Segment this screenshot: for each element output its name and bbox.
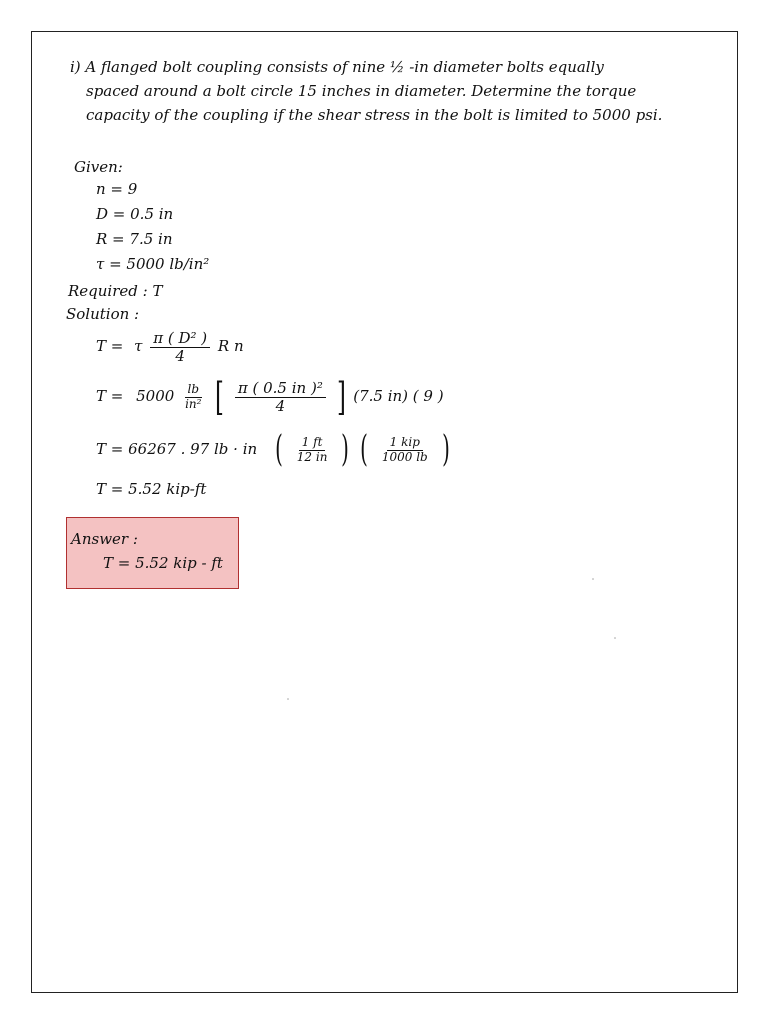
eq2-unit-num: lb bbox=[185, 383, 203, 397]
eq2-coef: 5000 bbox=[136, 387, 175, 405]
eq2-fraction bbox=[235, 380, 326, 414]
eq1-tail: R n bbox=[217, 337, 244, 355]
eq1-fraction bbox=[150, 330, 210, 364]
eq2-unit-fraction bbox=[182, 383, 204, 410]
left-paren-2: ( bbox=[360, 429, 368, 470]
given-item-r: R = 7.5 in bbox=[96, 230, 173, 248]
eq3-f1-den: 12 in bbox=[296, 449, 328, 464]
equation-3 bbox=[96, 429, 453, 470]
equation-1 bbox=[96, 330, 244, 364]
answer-value: T = 5.52 kip - ft bbox=[103, 554, 223, 572]
problem-line-3: capacity of the coupling if the shear stress in the bolt is limited to 5000 psi. bbox=[86, 106, 663, 124]
left-paren-1: ( bbox=[275, 429, 283, 470]
scan-speck bbox=[287, 698, 289, 700]
given-item-tau: τ = 5000 lb/in² bbox=[96, 255, 210, 273]
eq1-denominator: 4 bbox=[175, 346, 185, 365]
scan-speck bbox=[614, 637, 616, 639]
eq3-f2-den: 1000 lb bbox=[381, 449, 428, 464]
right-paren-1: ) bbox=[341, 429, 350, 470]
right-bracket: ] bbox=[336, 375, 346, 419]
eq3-f2-num: 1 kip bbox=[387, 436, 423, 450]
eq2-tail: (7.5 in) ( 9 ) bbox=[353, 387, 444, 405]
required-line: Required : T bbox=[68, 282, 163, 300]
problem-line-2: spaced around a bolt circle 15 inches in diameter. Determine the torque bbox=[86, 82, 637, 100]
answer-box bbox=[66, 517, 239, 589]
given-item-n: n = 9 bbox=[96, 180, 138, 198]
eq2-unit-den: in² bbox=[185, 396, 202, 411]
eq2-numerator: π ( 0.5 in )² bbox=[235, 380, 326, 398]
eq1-tau: τ bbox=[134, 337, 143, 355]
equation-4: T = 5.52 kip-ft bbox=[96, 480, 207, 498]
eq1-numerator: π ( D² ) bbox=[150, 330, 210, 348]
eq3-factor-2 bbox=[379, 436, 431, 463]
paper-sheet bbox=[31, 31, 738, 993]
right-paren-2: ) bbox=[441, 429, 450, 470]
given-item-d: D = 0.5 in bbox=[96, 205, 174, 223]
eq3-f1-num: 1 ft bbox=[299, 436, 326, 450]
eq2-denominator: 4 bbox=[275, 396, 286, 415]
problem-line-1: i) A flanged bolt coupling consists of nine ½ -in diameter bolts equally bbox=[70, 58, 604, 76]
scan-speck bbox=[592, 578, 594, 580]
equation-2 bbox=[96, 375, 444, 419]
answer-label: Answer : bbox=[71, 530, 138, 548]
solution-heading: Solution : bbox=[66, 305, 140, 323]
left-bracket: [ bbox=[215, 375, 225, 419]
eq3-factor-1 bbox=[294, 436, 331, 463]
eq1-lhs: T = bbox=[96, 337, 124, 355]
given-heading: Given: bbox=[74, 158, 123, 176]
eq2-lhs: T = bbox=[96, 387, 124, 405]
eq3-lhs: T = 66267 . 97 lb · in bbox=[96, 440, 258, 458]
